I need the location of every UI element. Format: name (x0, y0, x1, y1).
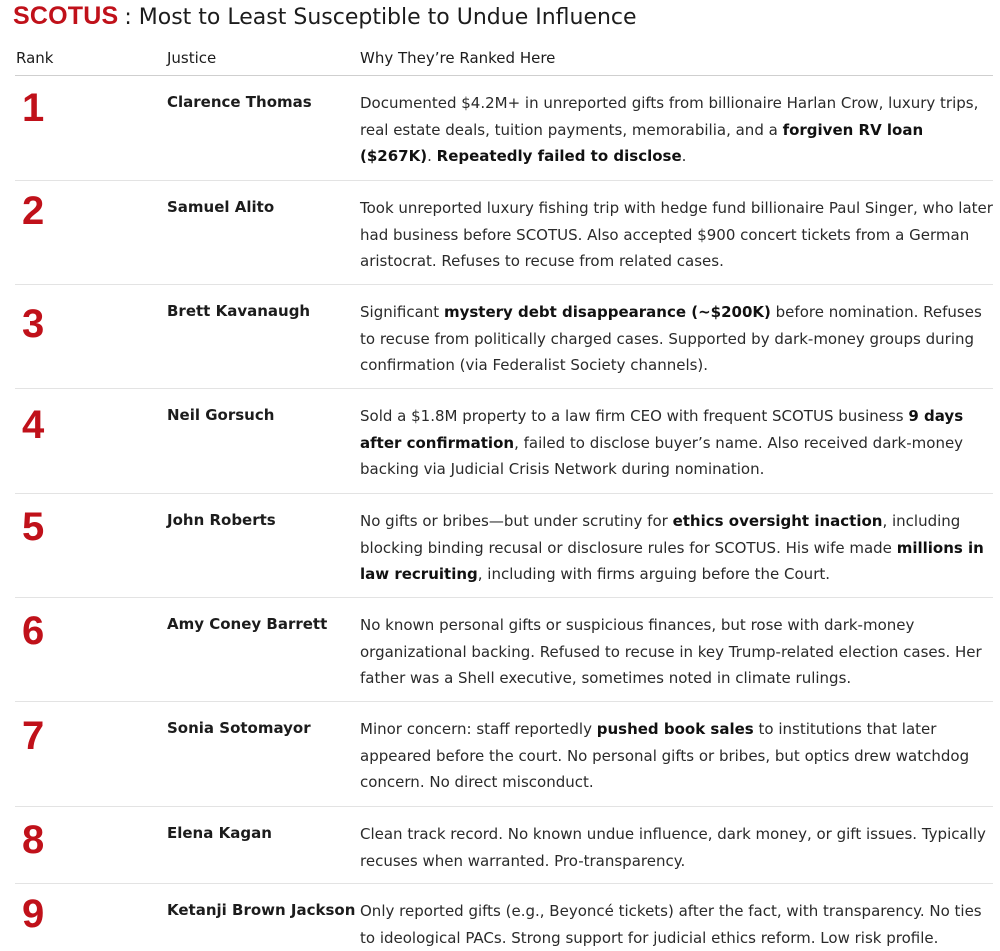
table-row (15, 807, 993, 884)
reason-text: Clean track record. No known undue influence, dark money, or gift issues. Typically recuses when warranted. Pro-transparency. (360, 825, 986, 870)
reason-text: Significant (360, 303, 444, 321)
reason-text: Only reported gifts (e.g., Beyoncé tickets) after the fact, with transparency. No ties to ideological PACs. Strong support for judicial ethics reform. Low risk profile. (360, 902, 982, 947)
reason-text: , including blocking binding recusal or disclosure rules for SCOTUS. His wife made (360, 512, 961, 557)
justice-name: Ketanji Brown Jackson (167, 901, 356, 919)
reason-highlight: Repeatedly failed to disclose (436, 147, 682, 165)
justice-name: Brett Kavanaugh (167, 302, 311, 320)
ranking-reason (360, 612, 995, 692)
rank-number: 1 (22, 86, 45, 130)
reason-text: before nomination. Refuses to recuse from politically charged cases. Supported by dark-money groups during confirmation (via Federalist Society channels). (360, 303, 982, 374)
table-row (15, 285, 993, 389)
justice-name: Neil Gorsuch (167, 406, 275, 424)
rank-number: 5 (22, 505, 45, 549)
table-row (15, 598, 993, 702)
rank-number: 2 (22, 189, 45, 233)
reason-text: , failed to disclose buyer’s name. Also received dark-money backing via Judicial Crisis Network during nomination. (360, 433, 964, 478)
ranking-reason (360, 821, 995, 874)
justice-name: Samuel Alito (167, 198, 275, 216)
reason-text: . (427, 147, 437, 165)
reason-text: Sold a $1.8M property to a law firm CEO with frequent SCOTUS business (360, 407, 909, 425)
title-text: : Most to Least Susceptible to Undue Influence (124, 5, 637, 30)
rank-number: 6 (22, 609, 45, 653)
reason-text: Minor concern: staff reportedly (360, 720, 597, 738)
rank-number: 3 (22, 302, 45, 346)
reason-text: to institutions that later appeared before the court. No personal gifts or bribes, but optics drew watchdog concern. No direct misconduct. (360, 720, 970, 791)
ranking-reason (360, 403, 995, 483)
ranking-reason (360, 898, 995, 951)
table-row (15, 76, 993, 181)
column-header-justice: Justice (167, 49, 217, 67)
justice-name: Amy Coney Barrett (167, 615, 328, 633)
brand-label: SCOTUS (13, 2, 119, 30)
page-title (13, 2, 637, 32)
table-row (15, 884, 993, 951)
reason-text: No gifts or bribes—but under scrutiny for (360, 512, 673, 530)
ranking-reason (360, 508, 995, 588)
reason-text: Took unreported luxury fishing trip with hedge fund billionaire Paul Singer, who later had business before SCOTUS. Also accepted $900 concert tickets from a German aristocrat. Refuses to recuse from related cases. (360, 199, 993, 270)
reason-highlight: pushed book sales (596, 720, 754, 738)
ranking-reason (360, 716, 995, 796)
reason-highlight: 9 days after confirmation (360, 407, 964, 452)
reason-text: . (681, 147, 687, 165)
reason-highlight: mystery debt disappearance (~$200K) (443, 303, 771, 321)
rank-number: 8 (22, 818, 45, 862)
justice-name: John Roberts (167, 511, 276, 529)
reason-text: , including with firms arguing before the Court. (477, 565, 831, 583)
table-row (15, 494, 993, 598)
table-row (15, 181, 993, 285)
justice-name: Elena Kagan (167, 824, 272, 842)
rank-number: 4 (22, 403, 45, 447)
column-header-rank: Rank (16, 49, 54, 67)
ranking-table (0, 76, 1000, 951)
reason-text: Documented $4.2M+ in unreported gifts from billionaire Harlan Crow, luxury trips, real estate deals, tuition payments, memorabilia, and a (360, 94, 979, 139)
table-row (15, 389, 993, 494)
reason-highlight: millions in law recruiting (360, 538, 984, 583)
ranking-reason (360, 299, 995, 379)
reason-highlight: ethics oversight inaction (672, 512, 883, 530)
ranking-reason (360, 90, 995, 170)
table-row (15, 702, 993, 807)
justice-name: Sonia Sotomayor (167, 719, 311, 737)
justice-name: Clarence Thomas (167, 93, 312, 111)
rank-number: 9 (22, 892, 45, 936)
column-header-why: Why They’re Ranked Here (360, 49, 556, 67)
reason-text: No known personal gifts or suspicious finances, but rose with dark-money organizational backing. Refused to recuse in key Trump-related election cases. Her father was a Shell executive, sometimes noted in climate rulings. (360, 616, 982, 687)
ranking-reason (360, 195, 995, 275)
rank-number: 7 (22, 714, 45, 758)
reason-highlight: forgiven RV loan ($267K) (360, 120, 924, 165)
